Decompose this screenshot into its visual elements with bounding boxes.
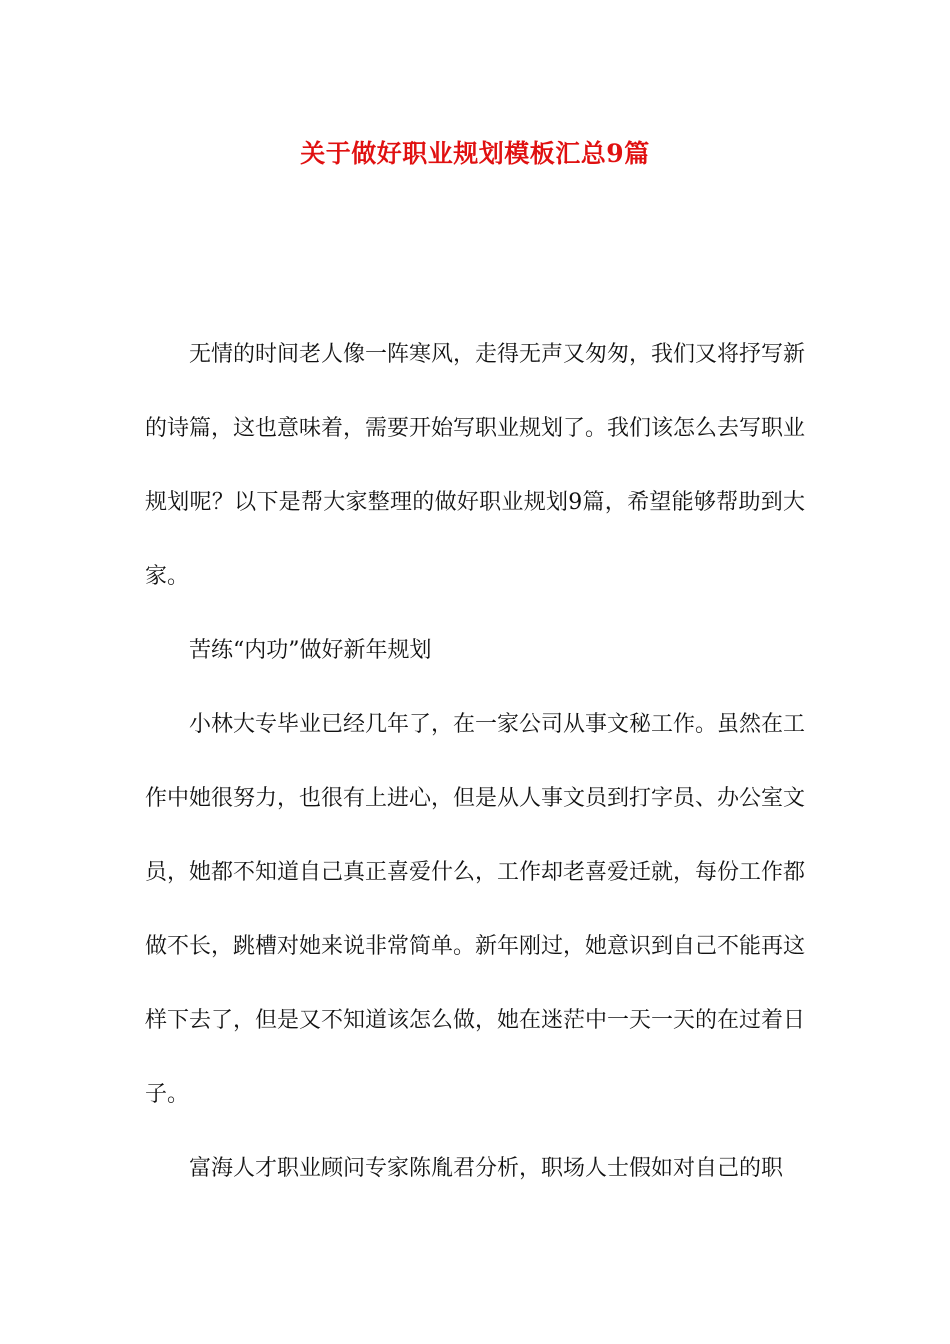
paragraph-story: 小林大专毕业已经几年了，在一家公司从事文秘工作。虽然在工作中她很努力，也很有上进心，但是从人事文员到打字员、办公室文员，她都不知道自己真正喜爱什么，工作却老喜爱迁就，每份工作都做不长，跳槽对她来说非常简单。新年刚过，她意识到自己不能再这样下去了，但是又不知道该怎么做，她在迷茫中一天一天的在过着日子。 bbox=[145, 712, 806, 1107]
document-body bbox=[145, 318, 805, 1206]
paragraph-analysis: 富海人才职业顾问专家陈胤君分析，职场人士假如对自己的职 bbox=[189, 1156, 784, 1181]
paragraph-intro: 无情的时间老人像一阵寒风，走得无声又匆匆，我们又将抒写新的诗篇，这也意味着，需要开始写职业规划了。我们该怎么去写职业规划呢？以下是帮大家整理的做好职业规划9篇，希望能够帮助到大家。 bbox=[145, 342, 806, 589]
document-title: 关于做好职业规划模板汇总9篇 bbox=[300, 139, 650, 168]
paragraph-heading: 苦练“内功”做好新年规划 bbox=[189, 638, 432, 663]
